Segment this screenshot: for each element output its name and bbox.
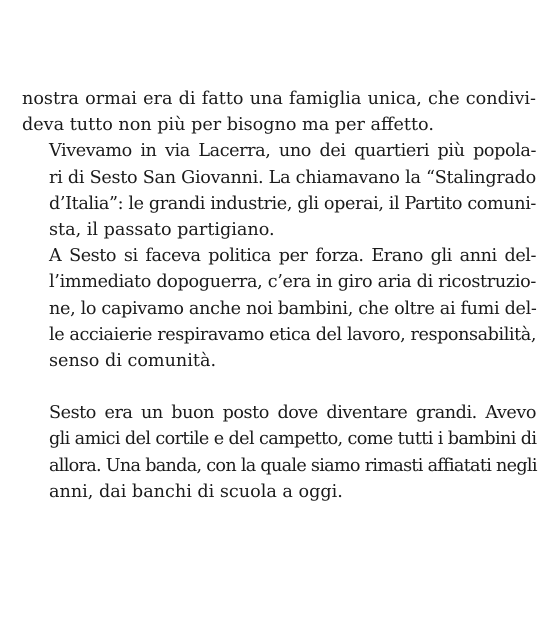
text-line: Vivevamo in via Lacerra, uno dei quartieri più popola- [49, 141, 536, 162]
text-line: l’immediato dopoguerra, c’era in giro aria di ricostruzio- [49, 272, 536, 293]
text-line: gli amici del cortile e del campetto, come tutti i bambini di [49, 429, 537, 450]
text-line: Sesto era un buon posto dove diventare grandi. Avevo [49, 403, 536, 424]
document-page [22, 86, 536, 505]
text-line: d’Italia”: le grandi industrie, gli operai, il Partito comuni- [49, 193, 536, 214]
text-line: sta, il passato partigiano. [49, 220, 275, 241]
text-line: ne, lo capivamo anche noi bambini, che oltre ai fumi del- [49, 298, 537, 319]
paragraph-2 [22, 138, 536, 243]
text-line: A Sesto si faceva politica per forza. Erano gli anni del- [49, 246, 536, 267]
text-line: anni, dai banchi di scuola a oggi. [49, 481, 343, 502]
paragraph-3 [22, 243, 536, 374]
paragraph-1 [22, 86, 536, 138]
text-line: senso di comunità. [49, 351, 217, 372]
text-line: ri di Sesto San Giovanni. La chiamavano la “Stalingrado [49, 167, 536, 188]
paragraph-4 [22, 400, 536, 505]
text-line: le acciaierie respiravamo etica del lavoro, responsabilità, [49, 324, 536, 345]
text-line: allora. Una banda, con la quale siamo rimasti affiatati negli [49, 455, 537, 476]
text-line: deva tutto non più per bisogno ma per affetto. [22, 115, 434, 136]
text-line: nostra ormai era di fatto una famiglia unica, che condivi- [22, 89, 536, 109]
